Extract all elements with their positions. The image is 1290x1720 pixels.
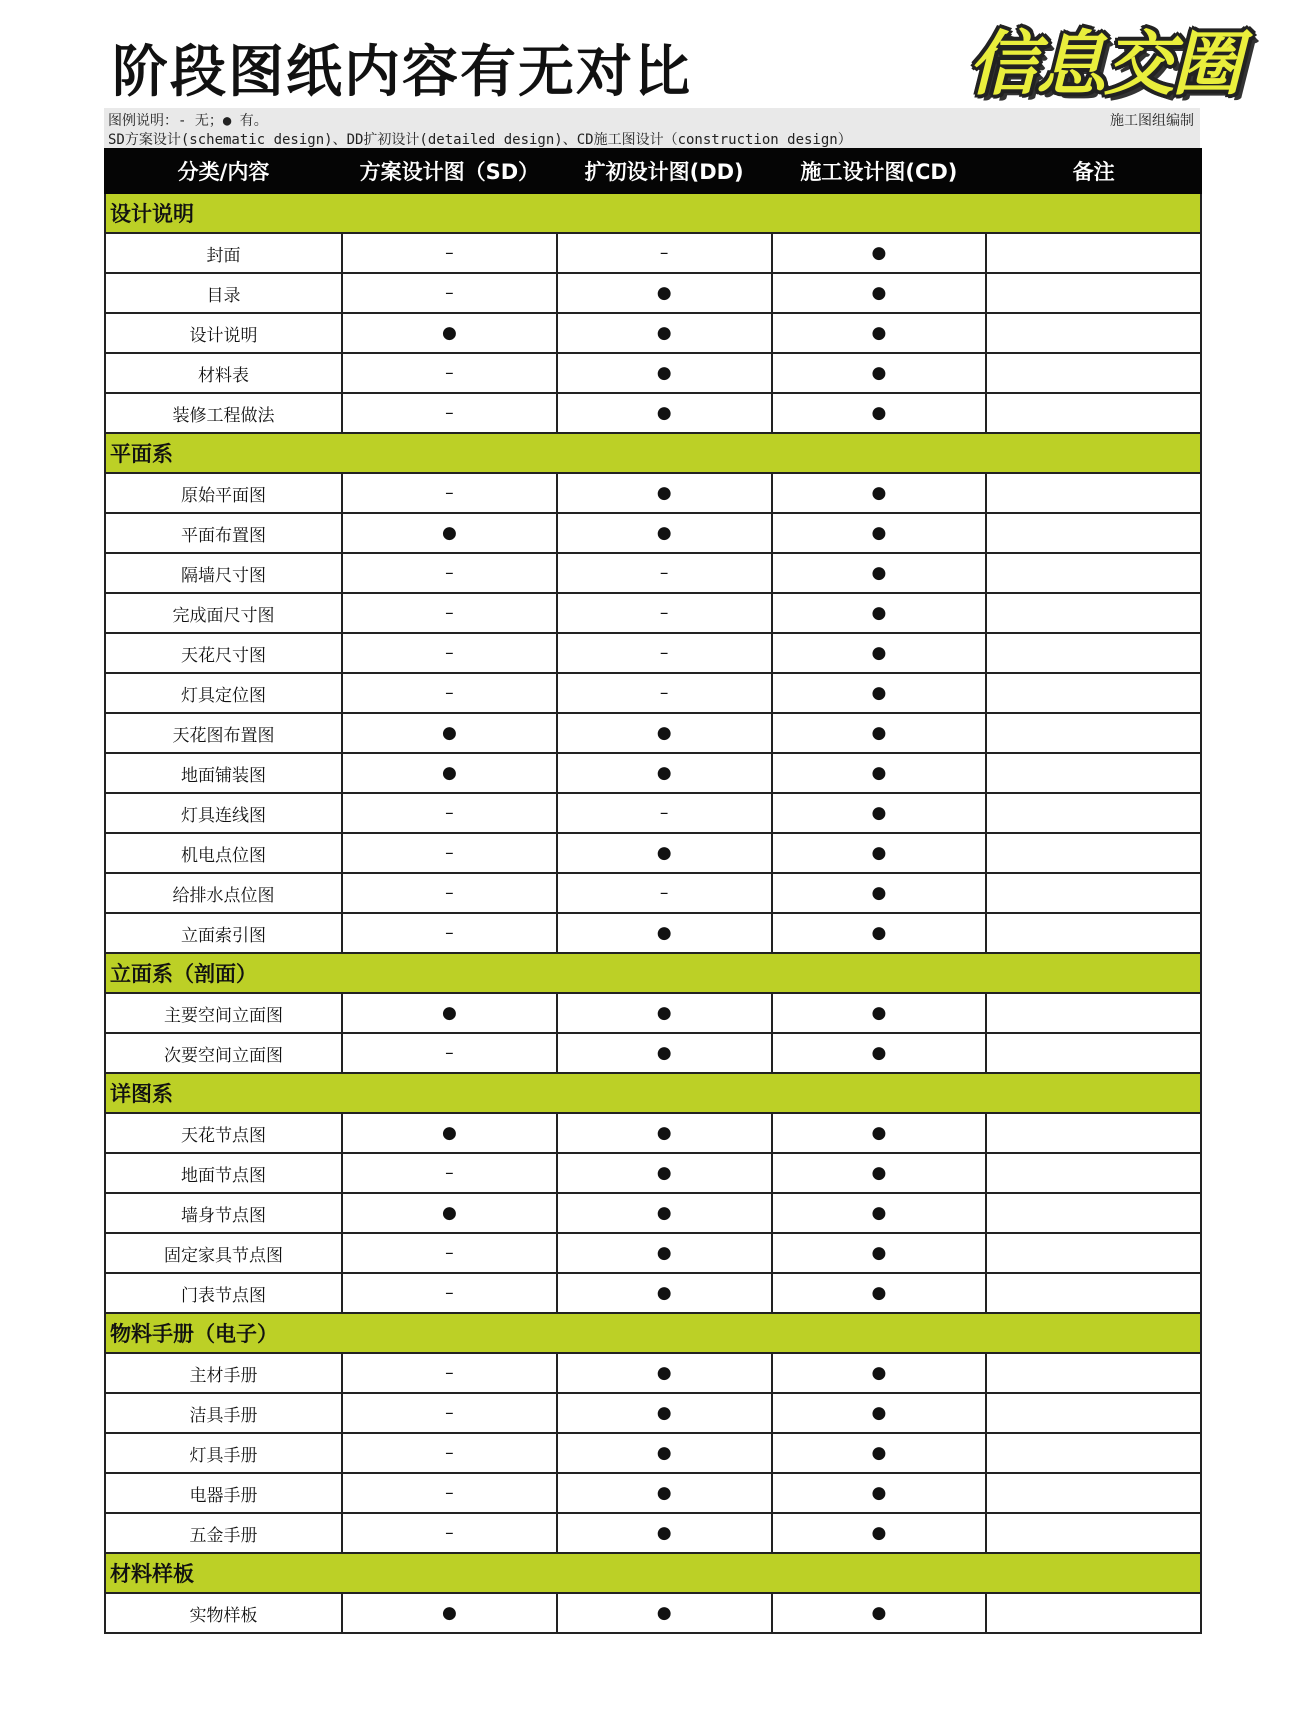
cd-mark-cell: ● <box>772 1033 987 1073</box>
item-name-cell: 电器手册 <box>105 1473 342 1513</box>
cd-mark-cell: ● <box>772 793 987 833</box>
note-cell <box>986 233 1201 273</box>
column-header-sd: 方案设计图（SD） <box>342 149 557 193</box>
sd-mark-cell: – <box>342 233 557 273</box>
cd-mark-cell: ● <box>772 1273 987 1313</box>
table-row <box>105 833 1201 873</box>
sd-mark-cell: – <box>342 393 557 433</box>
sd-mark-cell: – <box>342 833 557 873</box>
item-name-cell: 主要空间立面图 <box>105 993 342 1033</box>
table-body <box>105 193 1201 1633</box>
note-cell <box>986 1473 1201 1513</box>
item-name-cell: 主材手册 <box>105 1353 342 1393</box>
item-name-cell: 墙身节点图 <box>105 1193 342 1233</box>
cd-mark-cell: ● <box>772 473 987 513</box>
item-name-cell: 立面索引图 <box>105 913 342 953</box>
sd-mark-cell: ● <box>342 513 557 553</box>
sd-mark-cell: – <box>342 793 557 833</box>
sd-mark-cell: ● <box>342 713 557 753</box>
cd-mark-cell: ● <box>772 1153 987 1193</box>
category-title: 材料样板 <box>105 1553 1201 1593</box>
table-row <box>105 1593 1201 1633</box>
sd-mark-cell: – <box>342 1153 557 1193</box>
dd-mark-cell: – <box>557 793 772 833</box>
table-row <box>105 1433 1201 1473</box>
table-row <box>105 1193 1201 1233</box>
table-row <box>105 873 1201 913</box>
dd-mark-cell: ● <box>557 1473 772 1513</box>
sd-mark-cell: – <box>342 673 557 713</box>
item-name-cell: 目录 <box>105 273 342 313</box>
table-row <box>105 913 1201 953</box>
column-header-category: 分类/内容 <box>105 149 342 193</box>
item-name-cell: 灯具手册 <box>105 1433 342 1473</box>
cd-mark-cell: ● <box>772 353 987 393</box>
table-row <box>105 353 1201 393</box>
note-cell <box>986 833 1201 873</box>
cd-mark-cell: ● <box>772 633 987 673</box>
note-cell <box>986 713 1201 753</box>
table-row <box>105 713 1201 753</box>
item-name-cell: 隔墙尺寸图 <box>105 553 342 593</box>
dd-mark-cell: ● <box>557 1513 772 1553</box>
dd-mark-cell: ● <box>557 1193 772 1233</box>
cd-mark-cell: ● <box>772 513 987 553</box>
table-header-row <box>105 149 1201 193</box>
note-cell <box>986 873 1201 913</box>
dd-mark-cell: ● <box>557 273 772 313</box>
table-row <box>105 1513 1201 1553</box>
category-row <box>105 1313 1201 1353</box>
cd-mark-cell: ● <box>772 273 987 313</box>
page-title: 阶段图纸内容有无对比 <box>112 40 692 105</box>
category-title: 物料手册（电子） <box>105 1313 1201 1353</box>
cd-mark-cell: ● <box>772 873 987 913</box>
dd-mark-cell: ● <box>557 1153 772 1193</box>
item-name-cell: 给排水点位图 <box>105 873 342 913</box>
cd-mark-cell: ● <box>772 993 987 1033</box>
dd-mark-cell: – <box>557 873 772 913</box>
table-row <box>105 553 1201 593</box>
note-cell <box>986 1273 1201 1313</box>
dd-mark-cell: ● <box>557 473 772 513</box>
dd-mark-cell: – <box>557 233 772 273</box>
category-title: 立面系（剖面） <box>105 953 1201 993</box>
dd-mark-cell: ● <box>557 1273 772 1313</box>
category-row <box>105 1553 1201 1593</box>
table-row <box>105 473 1201 513</box>
dd-mark-cell: ● <box>557 913 772 953</box>
dd-mark-cell: ● <box>557 1353 772 1393</box>
item-name-cell: 实物样板 <box>105 1593 342 1633</box>
sd-mark-cell: – <box>342 1273 557 1313</box>
table-row <box>105 633 1201 673</box>
dd-mark-cell: ● <box>557 1033 772 1073</box>
sd-mark-cell: – <box>342 353 557 393</box>
sd-mark-cell: – <box>342 1353 557 1393</box>
dd-mark-cell: ● <box>557 1113 772 1153</box>
cd-mark-cell: ● <box>772 1433 987 1473</box>
cd-mark-cell: ● <box>772 913 987 953</box>
table-row <box>105 993 1201 1033</box>
sd-mark-cell: – <box>342 1513 557 1553</box>
dd-mark-cell: ● <box>557 713 772 753</box>
table-row <box>105 1033 1201 1073</box>
note-cell <box>986 313 1201 353</box>
item-name-cell: 次要空间立面图 <box>105 1033 342 1073</box>
cd-mark-cell: ● <box>772 1513 987 1553</box>
table-row <box>105 593 1201 633</box>
note-cell <box>986 753 1201 793</box>
table-row <box>105 313 1201 353</box>
note-cell <box>986 793 1201 833</box>
cd-mark-cell: ● <box>772 673 987 713</box>
item-name-cell: 机电点位图 <box>105 833 342 873</box>
table-row <box>105 233 1201 273</box>
item-name-cell: 天花图布置图 <box>105 713 342 753</box>
note-cell <box>986 1513 1201 1553</box>
brand-logo: 信息交圈 <box>968 23 1240 105</box>
sd-mark-cell: – <box>342 1233 557 1273</box>
dd-mark-cell: ● <box>557 353 772 393</box>
cd-mark-cell: ● <box>772 1473 987 1513</box>
sd-mark-cell: – <box>342 913 557 953</box>
note-cell <box>986 353 1201 393</box>
item-name-cell: 平面布置图 <box>105 513 342 553</box>
table-row <box>105 673 1201 713</box>
item-name-cell: 天花尺寸图 <box>105 633 342 673</box>
item-name-cell: 天花节点图 <box>105 1113 342 1153</box>
sd-mark-cell: ● <box>342 1113 557 1153</box>
sd-mark-cell: ● <box>342 993 557 1033</box>
note-cell <box>986 593 1201 633</box>
sd-mark-cell: – <box>342 633 557 673</box>
cd-mark-cell: ● <box>772 713 987 753</box>
note-cell <box>986 673 1201 713</box>
table-row <box>105 1273 1201 1313</box>
item-name-cell: 装修工程做法 <box>105 393 342 433</box>
column-header-dd: 扩初设计图(DD) <box>557 149 772 193</box>
category-row <box>105 1073 1201 1113</box>
table-row <box>105 1233 1201 1273</box>
sd-mark-cell: – <box>342 1033 557 1073</box>
item-name-cell: 固定家具节点图 <box>105 1233 342 1273</box>
sd-mark-cell: ● <box>342 753 557 793</box>
dd-mark-cell: – <box>557 673 772 713</box>
dd-mark-cell: ● <box>557 1233 772 1273</box>
sd-mark-cell: – <box>342 593 557 633</box>
item-name-cell: 设计说明 <box>105 313 342 353</box>
column-header-notes: 备注 <box>986 149 1201 193</box>
dd-mark-cell: – <box>557 593 772 633</box>
item-name-cell: 五金手册 <box>105 1513 342 1553</box>
note-cell <box>986 1113 1201 1153</box>
category-title: 详图系 <box>105 1073 1201 1113</box>
sd-mark-cell: – <box>342 873 557 913</box>
dd-mark-cell: ● <box>557 513 772 553</box>
table-row <box>105 393 1201 433</box>
item-name-cell: 地面铺装图 <box>105 753 342 793</box>
dd-mark-cell: – <box>557 633 772 673</box>
sd-mark-cell: – <box>342 473 557 513</box>
cd-mark-cell: ● <box>772 393 987 433</box>
category-title: 设计说明 <box>105 193 1201 233</box>
note-cell <box>986 1033 1201 1073</box>
category-row <box>105 953 1201 993</box>
item-name-cell: 材料表 <box>105 353 342 393</box>
item-name-cell: 灯具连线图 <box>105 793 342 833</box>
note-cell <box>986 273 1201 313</box>
item-name-cell: 洁具手册 <box>105 1393 342 1433</box>
dd-mark-cell: ● <box>557 313 772 353</box>
table-row <box>105 1473 1201 1513</box>
note-cell <box>986 1153 1201 1193</box>
sd-mark-cell: – <box>342 1433 557 1473</box>
item-name-cell: 门表节点图 <box>105 1273 342 1313</box>
category-title: 平面系 <box>105 433 1201 473</box>
note-cell <box>986 473 1201 513</box>
dd-mark-cell: – <box>557 553 772 593</box>
note-cell <box>986 1393 1201 1433</box>
cd-mark-cell: ● <box>772 1393 987 1433</box>
item-name-cell: 地面节点图 <box>105 1153 342 1193</box>
item-name-cell: 灯具定位图 <box>105 673 342 713</box>
dd-mark-cell: ● <box>557 753 772 793</box>
cd-mark-cell: ● <box>772 1113 987 1153</box>
cd-mark-cell: ● <box>772 313 987 353</box>
note-cell <box>986 993 1201 1033</box>
note-cell <box>986 913 1201 953</box>
cd-mark-cell: ● <box>772 833 987 873</box>
dd-mark-cell: ● <box>557 833 772 873</box>
cd-mark-cell: ● <box>772 233 987 273</box>
note-cell <box>986 1433 1201 1473</box>
compiler-label: 施工图组编制 <box>1110 113 1194 129</box>
comparison-table <box>104 148 1202 1634</box>
column-header-cd: 施工设计图(CD) <box>772 149 987 193</box>
sd-mark-cell: – <box>342 1393 557 1433</box>
dd-mark-cell: ● <box>557 1393 772 1433</box>
table-row <box>105 793 1201 833</box>
note-cell <box>986 1353 1201 1393</box>
dd-mark-cell: ● <box>557 1433 772 1473</box>
cd-mark-cell: ● <box>772 553 987 593</box>
sd-mark-cell: ● <box>342 1193 557 1233</box>
dd-mark-cell: ● <box>557 393 772 433</box>
dd-mark-cell: ● <box>557 993 772 1033</box>
cd-mark-cell: ● <box>772 1233 987 1273</box>
item-name-cell: 原始平面图 <box>105 473 342 513</box>
table-row <box>105 1353 1201 1393</box>
item-name-cell: 完成面尺寸图 <box>105 593 342 633</box>
table-row <box>105 1393 1201 1433</box>
sd-mark-cell: ● <box>342 1593 557 1633</box>
category-row <box>105 193 1201 233</box>
category-row <box>105 433 1201 473</box>
legend-text: 图例说明：- 无；● 有。 <box>108 113 268 129</box>
item-name-cell: 封面 <box>105 233 342 273</box>
cd-mark-cell: ● <box>772 1353 987 1393</box>
note-cell <box>986 1233 1201 1273</box>
sd-mark-cell: ● <box>342 313 557 353</box>
note-cell <box>986 1593 1201 1633</box>
table-row <box>105 1153 1201 1193</box>
table-row <box>105 753 1201 793</box>
sd-mark-cell: – <box>342 273 557 313</box>
note-cell <box>986 393 1201 433</box>
cd-mark-cell: ● <box>772 593 987 633</box>
table-row <box>105 1113 1201 1153</box>
stage-definitions: SD方案设计(schematic design)、DD扩初设计(detailed design)、CD施工图设计（construction design） <box>108 132 852 148</box>
table-row <box>105 513 1201 553</box>
note-cell <box>986 1193 1201 1233</box>
sd-mark-cell: – <box>342 1473 557 1513</box>
note-cell <box>986 513 1201 553</box>
cd-mark-cell: ● <box>772 1193 987 1233</box>
dd-mark-cell: ● <box>557 1593 772 1633</box>
legend-bar <box>104 108 1200 148</box>
note-cell <box>986 553 1201 593</box>
cd-mark-cell: ● <box>772 1593 987 1633</box>
sd-mark-cell: – <box>342 553 557 593</box>
note-cell <box>986 633 1201 673</box>
table-row <box>105 273 1201 313</box>
cd-mark-cell: ● <box>772 753 987 793</box>
